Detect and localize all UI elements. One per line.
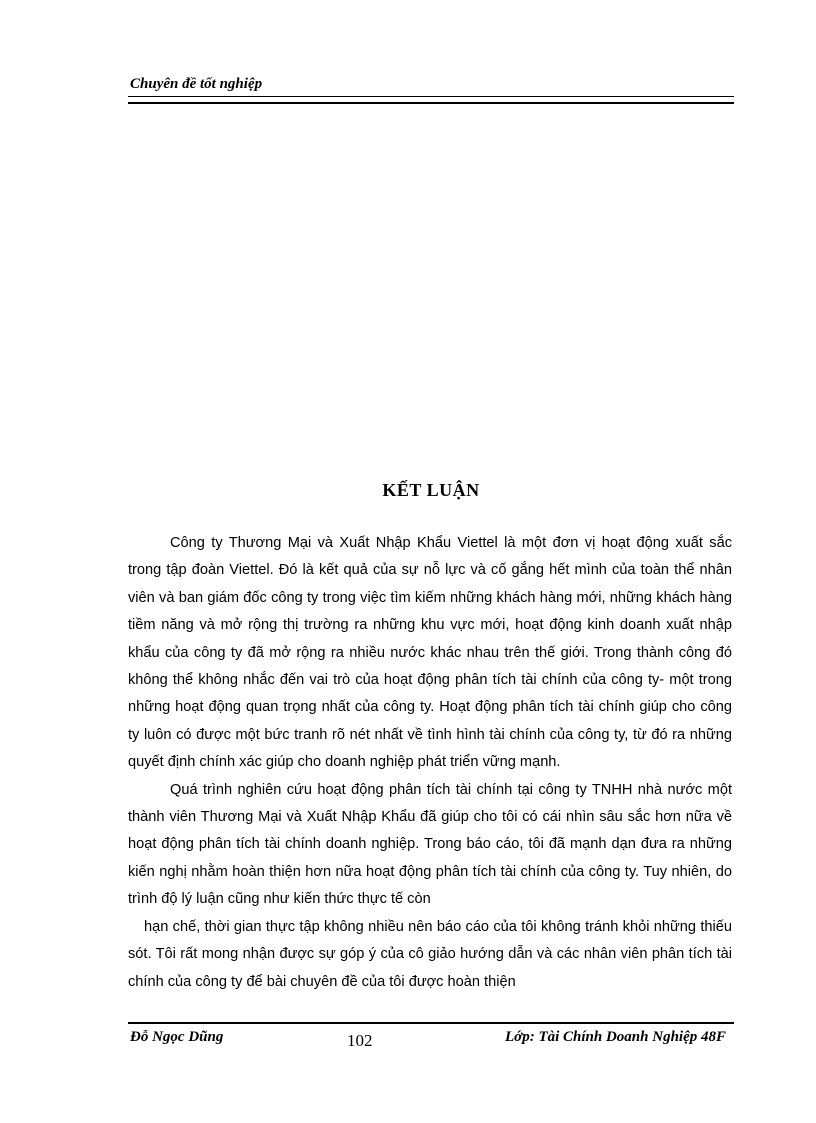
body-text [128, 530, 732, 996]
paragraph-3: hạn chế, thời gian thực tập không nhiều nên báo cáo của tôi không tránh khỏi những thiếu sót. Tôi rất mong nhận được sự góp ý của cô giảo hướng dẫn và các nhân viên phân tích tài chính của công ty để bài chuyên đề của tôi được hoàn thiện [128, 918, 732, 990]
paragraph-2: Quá trình nghiên cứu hoạt động phân tích tài chính tại công ty TNHH nhà nước một thành viên Thương Mại và Xuất Nhập Khẩu đã giúp cho tôi có cái nhìn sâu sắc hơn nữa về hoạt động phân tích tài chính doanh nghiệp. Trong báo cáo, tôi đã mạnh dạn đưa ra những kiến nghị nhằm hoàn thiện hơn nữa hoạt động phân tích tài chính của công ty. Tuy nhiên, do trình độ lý luận cũng như kiến thức thực tế còn [128, 781, 732, 908]
running-header-title: Chuyên đề tốt nghiệp [130, 76, 263, 92]
page-number: 102 [347, 1031, 373, 1050]
footer-divider [128, 1022, 734, 1024]
header-divider [128, 96, 734, 104]
footer-author: Đỗ Ngọc Dũng [130, 1029, 224, 1045]
section-heading: KẾT LUẬN [382, 480, 480, 500]
paragraph-1: Công ty Thương Mại và Xuất Nhập Khẩu Viettel là một đơn vị hoạt động xuất sắc trong tập đoàn Viettel. Đó là kết quả của sự nỗ lực và cố gắng hết mình của toàn thể nhân viên và ban giám đốc công ty trong việc tìm kiếm những khách hàng mới, những khách hàng tiềm năng và mở rộng thị trường ra những khu vực mới, hoạt động kinh doanh xuất nhập khẩu của công ty đã mở rộng ra nhiều nước khác nhau trên thế giới. Trong thành công đó không thể không nhắc đến vai trò của hoạt động phân tích tài chính của công ty- một trong những hoạt động quan trọng nhất của công ty. Hoạt động phân tích tài chính giúp cho công ty luôn có được một bức tranh rõ nét nhất về tình hình tài chính của công ty, từ đó ra những quyết định chính xác giúp cho doanh nghiệp phát triển vững mạnh. [128, 535, 732, 771]
footer-class: Lớp: Tài Chính Doanh Nghiệp 48F [504, 1029, 726, 1045]
